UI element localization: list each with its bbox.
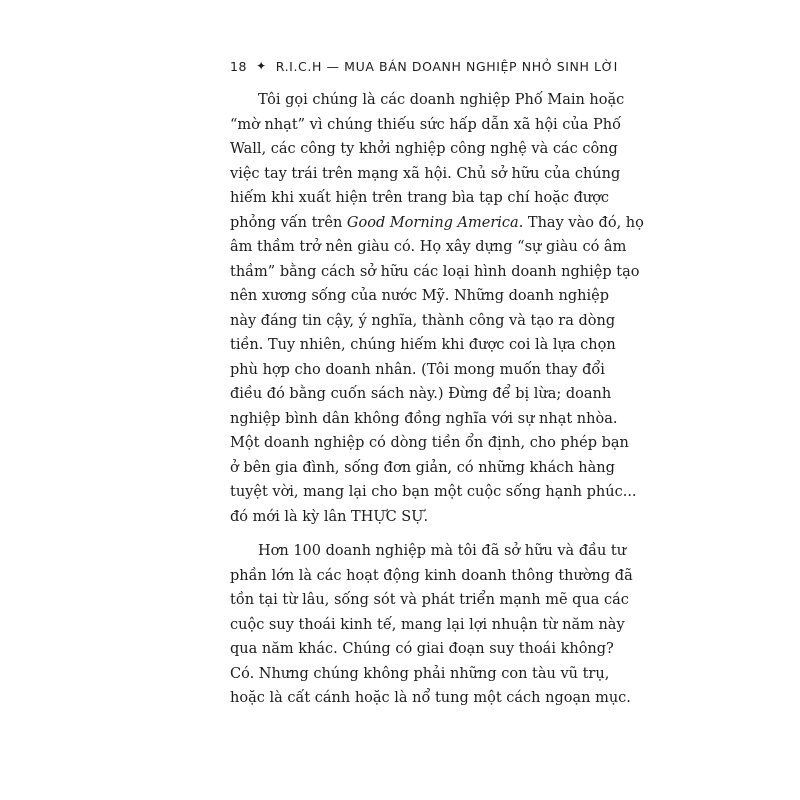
star-separator-icon: ✦ [256, 59, 267, 73]
paragraph [230, 88, 644, 529]
text-line: đó mới là kỳ lân THỰC SỰ. [230, 508, 429, 525]
text-line: thầm” bằng cách sở hữu các loại hình doanh nghiệp tạo [230, 263, 640, 280]
paragraph [230, 539, 633, 711]
text-line: Wall, các công ty khởi nghiệp công nghệ và các công [230, 141, 618, 157]
text-line: nên xương sống của nước Mỹ. Những doanh nghiệp [230, 288, 609, 304]
text-line: hoặc là cất cánh hoặc là nổ tung một cách ngoạn mục. [230, 690, 631, 706]
text-line: phù hợp cho doanh nhân. (Tôi mong muốn thay đổi [230, 361, 605, 378]
text-line: “mờ nhạt” vì chúng thiếu sức hấp dẫn xã hội của Phố [230, 116, 621, 133]
text-line: tuyệt vời, mang lại cho bạn một cuộc sống hạnh phúc... [230, 484, 637, 500]
text-line: Có. Nhưng chúng không phải những con tàu vũ trụ, [230, 665, 610, 682]
text-line: hiếm khi xuất hiện trên trang bìa tạp chí hoặc được [230, 190, 610, 206]
text-line: này đáng tin cậy, ý nghĩa, thành công và tạo ra dòng [230, 312, 616, 329]
text-line: tồn tại từ lâu, sống sót và phát triển mạnh mẽ qua các [230, 592, 629, 608]
text-line: phỏng vấn trên Good Morning America. Thay vào đó, họ [230, 214, 644, 231]
text-line: tiền. Tuy nhiên, chúng hiếm khi được coi là lựa chọn [230, 337, 616, 353]
italic-title: Good Morning America [346, 214, 519, 231]
paragraph-gap [230, 529, 575, 539]
text-line: phần lớn là các hoạt động kinh doanh thông thường đã [230, 567, 633, 584]
text-line: Hơn 100 doanh nghiệp mà tôi đã sở hữu và đầu tư [258, 543, 627, 559]
text-line: Một doanh nghiệp có dòng tiền ổn định, cho phép bạn [230, 435, 629, 451]
text-line: việc tay trái trên mạng xã hội. Chủ sở hữu của chúng [230, 165, 621, 182]
text-line: nghiệp bình dân không đồng nghĩa với sự nhạt nhòa. [230, 410, 618, 427]
page-number: 18 [230, 58, 248, 74]
text-line: qua năm khác. Chúng có giai đoạn suy thoái không? [230, 641, 614, 657]
text-line: điều đó bằng cuốn sách này.) Đừng để bị lừa; doanh [230, 386, 612, 402]
text-line: Tôi gọi chúng là các doanh nghiệp Phố Main hoặc [258, 92, 625, 108]
body-text [230, 88, 644, 711]
text-line: ở bên gia đình, sống đơn giản, có những khách hàng [230, 459, 615, 476]
text-line: âm thầm trở nên giàu có. Họ xây dựng “sự giàu có âm [230, 239, 627, 255]
running-header [230, 56, 618, 76]
running-title: R.I.C.H — MUA BÁN DOANH NGHIỆP NHỎ SINH LỜI [275, 58, 618, 74]
text-line: cuộc suy thoái kinh tế, mang lại lợi nhuận từ năm này [230, 616, 625, 633]
